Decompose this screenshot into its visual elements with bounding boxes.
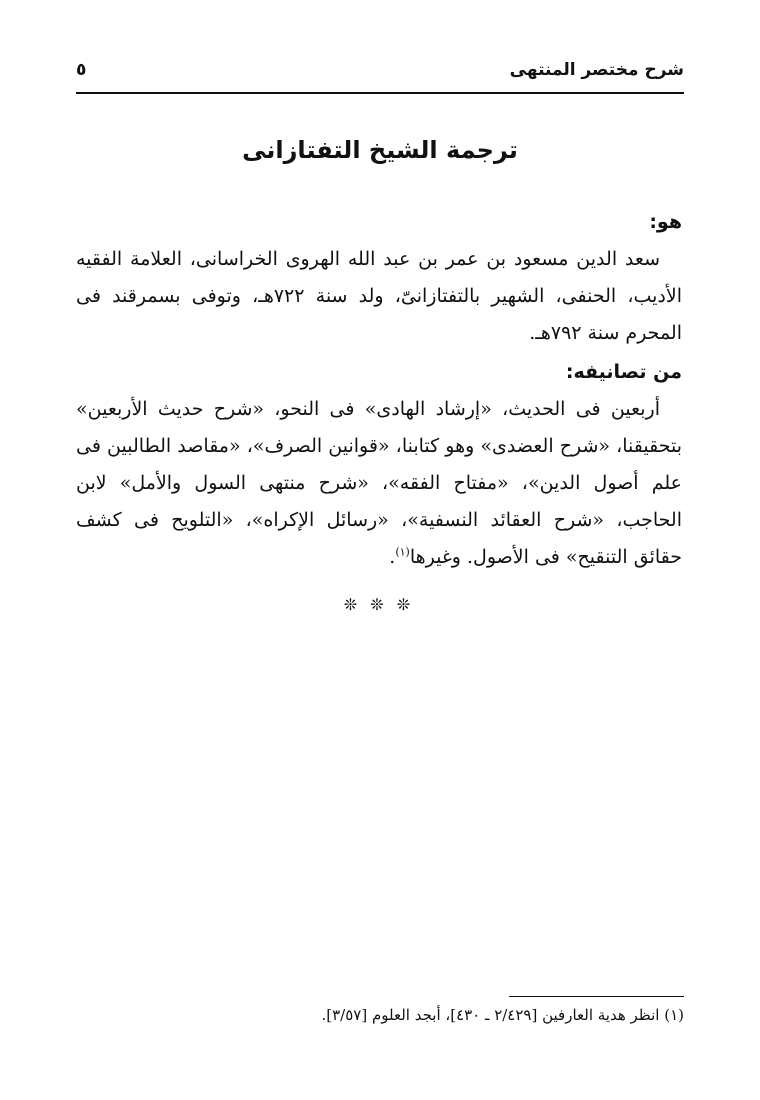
footnote-divider	[509, 996, 684, 997]
running-header	[76, 58, 684, 94]
works-text: أربعين فى الحديث، «إرشاد الهادى» فى النحو، «شرح حديث الأربعين» بتحقيقنا، «شرح العضدى» وهو كتابنا، «قوانين الصرف»، «مقاصد الطالبين فى علم أصول الدين»، «مفتاح الفقه»، «شرح منتهى السول والأمل» لابن الحاجب، «شرح العقائد النسفية»، «رسائل الإكراه»، «التلويح فى كشف حقائق التنقيح» فى الأصول. وغيرها	[76, 398, 682, 568]
section-separator-asterisks: ❊ ❊ ❊	[343, 595, 415, 614]
page-number: ٥	[76, 60, 87, 80]
main-text	[76, 204, 682, 623]
works-text-end: .	[389, 546, 396, 568]
works-heading: من تصانيفه:	[565, 361, 682, 383]
biography-heading: هو:	[649, 211, 682, 233]
footnote: (١) انظر هدية العارفين [٢/٤٢٩ ـ ٤٣٠]، أبجد العلوم [٣/٥٧].	[321, 1006, 684, 1024]
running-title: شرح مختصر المنتهى	[509, 60, 684, 80]
chapter-title: ترجمة الشيخ التفتازانى	[242, 136, 518, 164]
works-paragraph	[76, 391, 682, 576]
footnote-reference[interactable]: (١)	[395, 545, 410, 559]
biography-paragraph: سعد الدين مسعود بن عمر بن عبد الله الهروى الخراسانى، العلامة الفقيه الأديب، الحنفى، الشهير بالتفتازانىّ، ولد سنة ٧٢٢هـ، وتوفى بسمرقند فى المحرم سنة ٧٩٢هـ.	[76, 248, 682, 344]
